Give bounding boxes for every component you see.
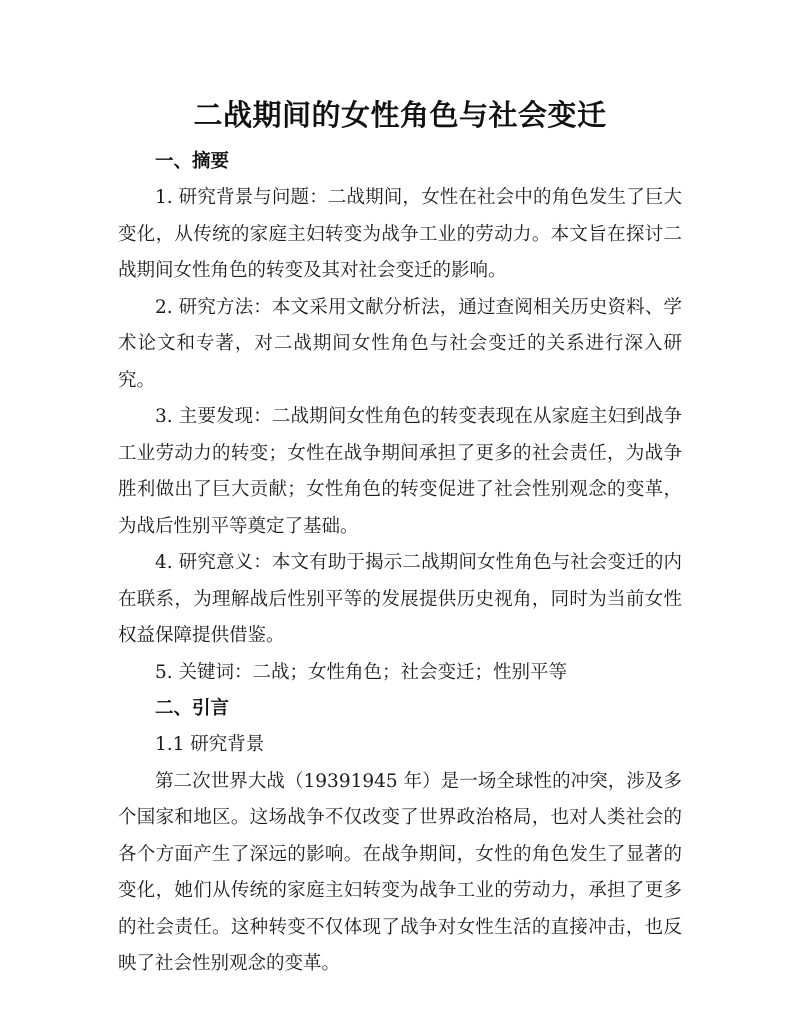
abstract-item-findings: 3. 主要发现：二战期间女性角色的转变表现在从家庭主妇到战争工业劳动力的转变；女性在战争期间承担了更多的社会责任，为战争胜利做出了巨大贡献；女性角色的转变促进了社会性别观念的变革，为战后性别平等奠定了基础。 xyxy=(118,406,682,537)
introduction-paragraph: 第二次世界大战（19391945 年）是一场全球性的冲突，涉及多个国家和地区。这场战争不仅改变了世界政治格局，也对人类社会的各个方面产生了深远的影响。在战争期间，女性的角色发生了显著的变化，她们从传统的家庭主妇转变为战争工业的劳动力，承担了更多的社会责任。这种转变不仅体现了战争对女性生活的直接冲击，也反映了社会性别观念的变革。 xyxy=(118,770,682,974)
subsection-heading-research-background: 1.1 研究背景 xyxy=(155,734,265,755)
abstract-item-keywords: 5. 关键词：二战；女性角色；社会变迁；性别平等 xyxy=(155,661,568,683)
section-heading-abstract: 一、摘要 xyxy=(155,151,230,172)
abstract-item-methods: 2. 研究方法：本文采用文献分析法，通过查阅相关历史资料、学术论文和专著，对二战期间女性角色与社会变迁的关系进行深入研究。 xyxy=(118,296,682,391)
abstract-item-background: 1. 研究背景与问题：二战期间，女性在社会中的角色发生了巨大变化，从传统的家庭主妇转变为战争工业的劳动力。本文旨在探讨二战期间女性角色的转变及其对社会变迁的影响。 xyxy=(118,187,682,281)
section-heading-introduction: 二、引言 xyxy=(155,698,230,719)
abstract-item-significance: 4. 研究意义：本文有助于揭示二战期间女性角色与社会变迁的内在联系，为理解战后性别平等的发展提供历史视角，同时为当前女性权益保障提供借鉴。 xyxy=(118,552,682,646)
document-title: 二战期间的女性角色与社会变迁 xyxy=(193,98,607,132)
